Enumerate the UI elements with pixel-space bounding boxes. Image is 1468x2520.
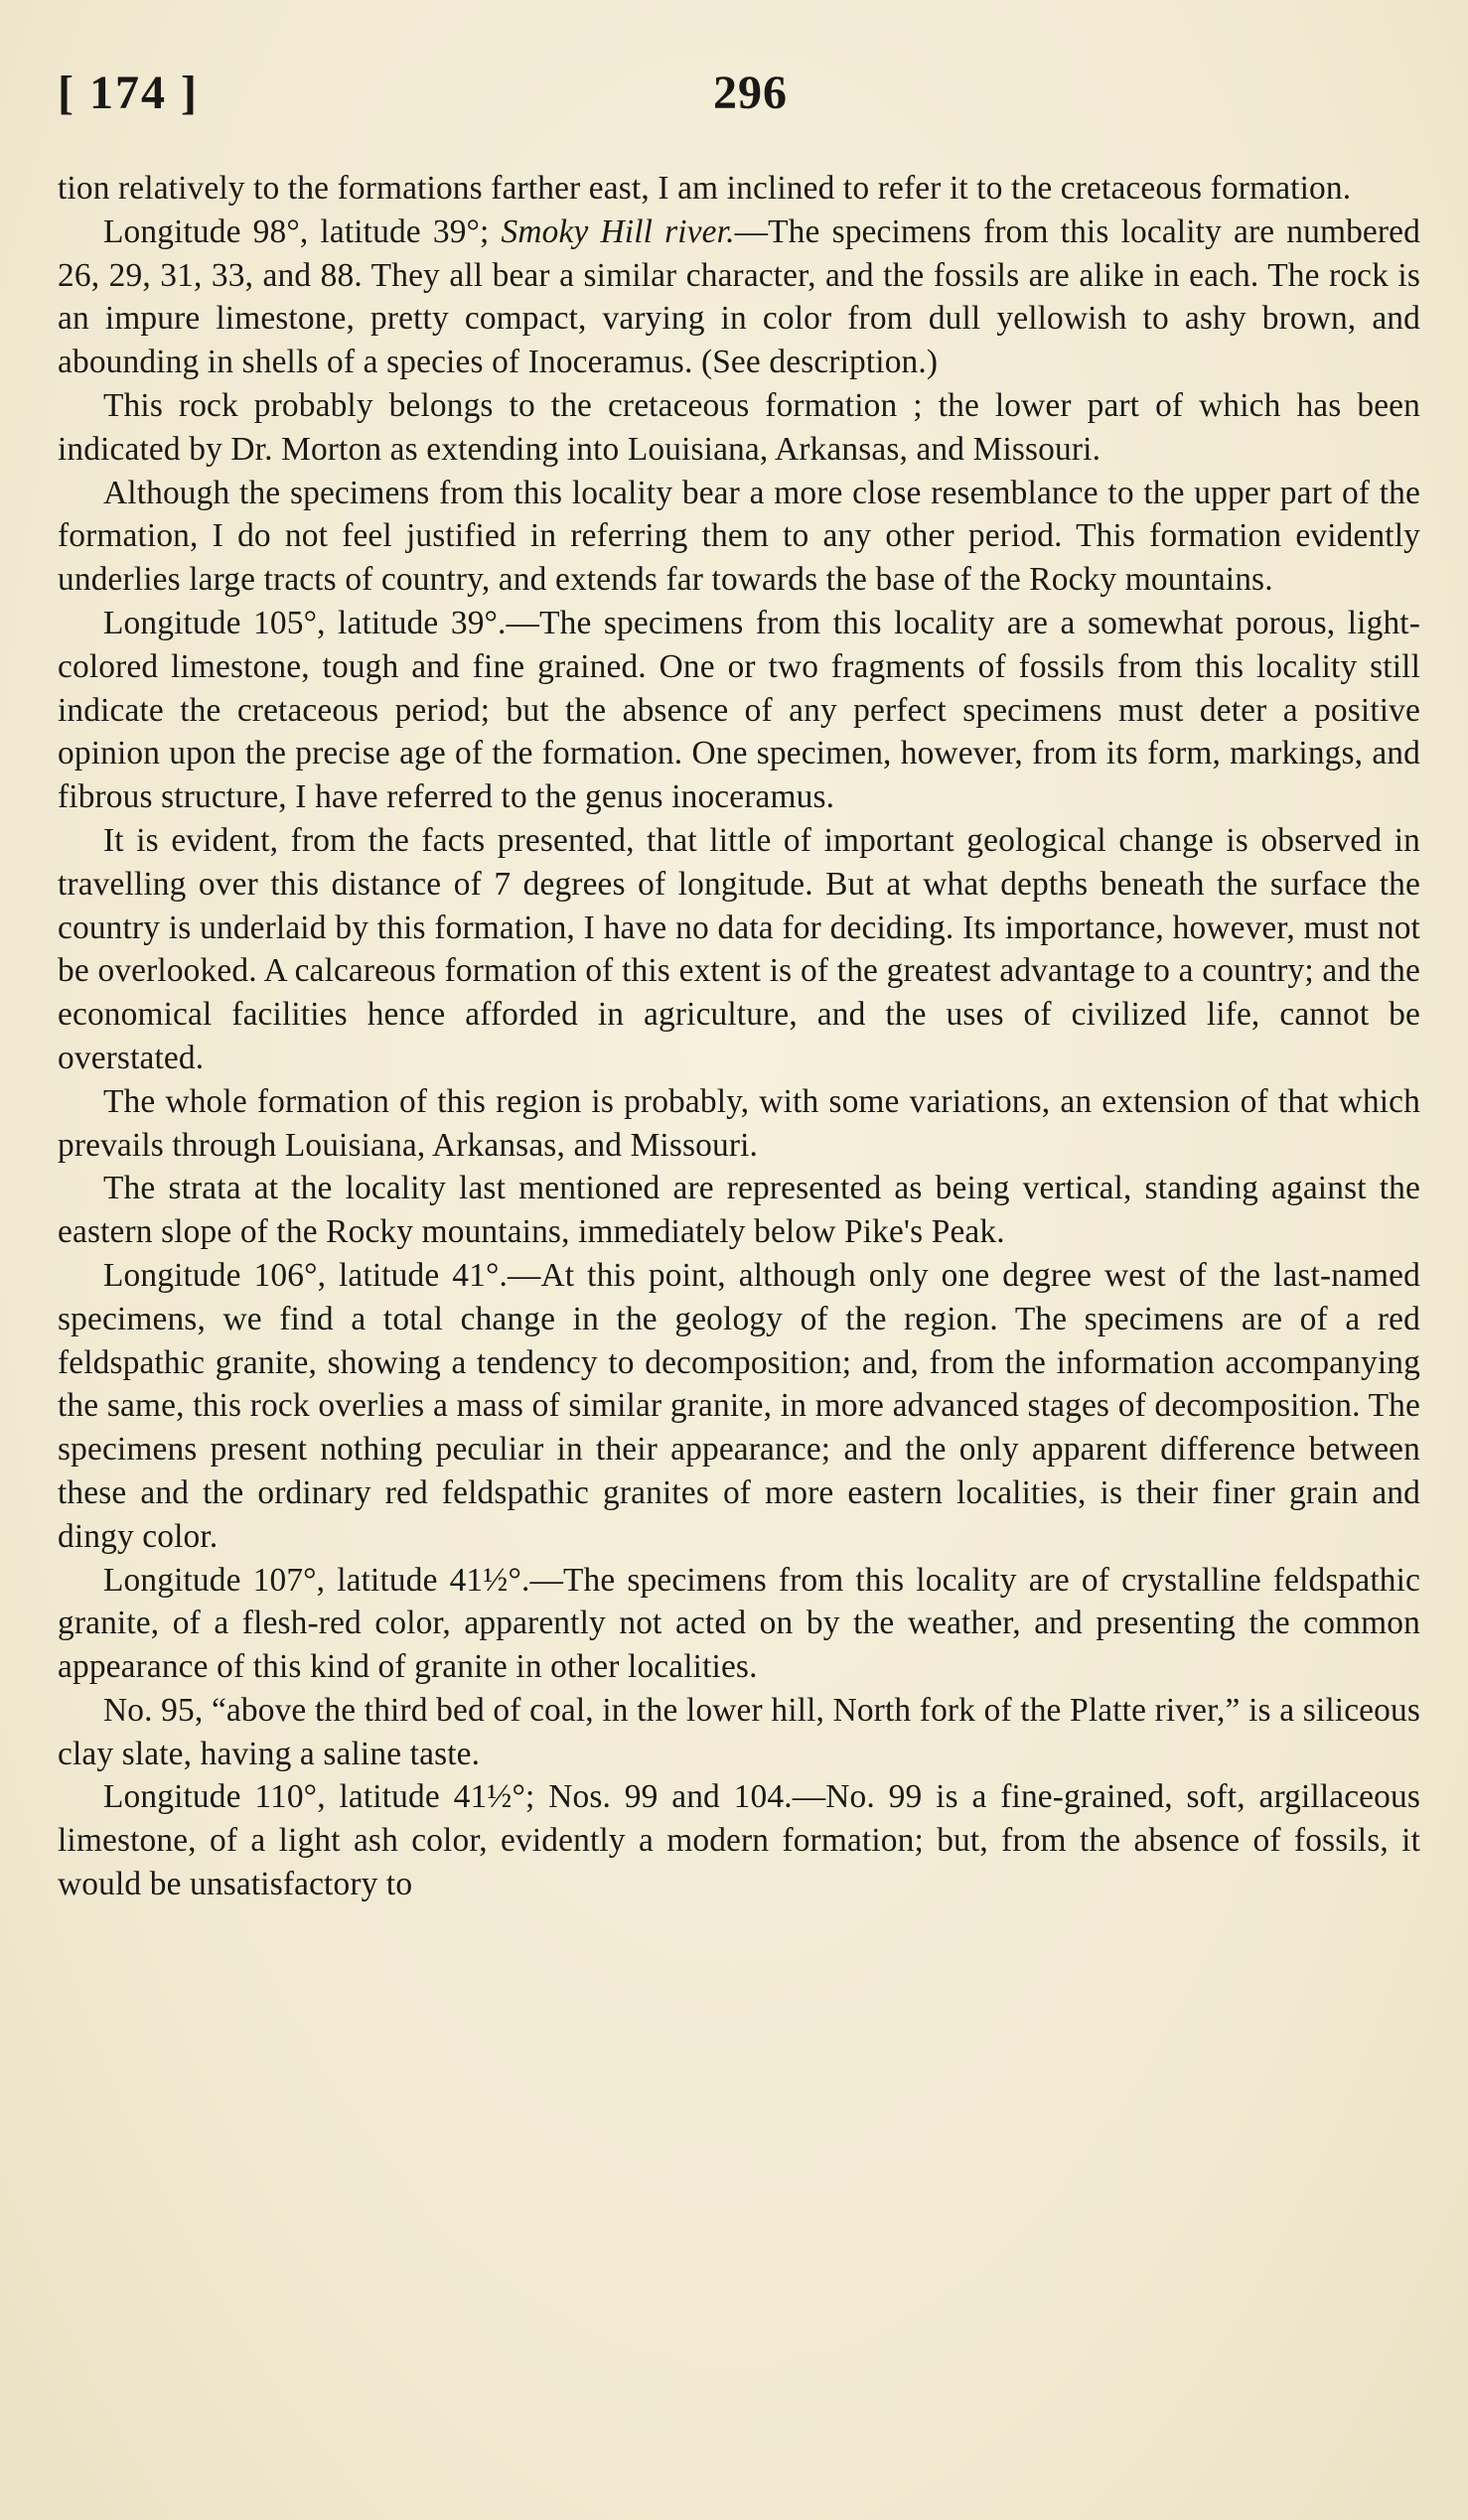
paragraph: The strata at the locality last mentioned are represented as being vertical, standing against the eastern slope of the Rocky mountains, immediately below Pike's Peak. — [58, 1170, 1420, 1251]
paragraph: Although the specimens from this locality bear a more close resemblance to the upper part of the formation, I do not feel justified in referring them to any other period. This formation evidently underlies large tracts of country, and extends far towards the base of the Rocky mountains. — [58, 474, 1420, 599]
page-number: 296 — [713, 67, 788, 119]
paragraph: Longitude 98°, latitude 39°; Smoky Hill river.—The specimens from this locality are numbered 26, 29, 31, 33, and 88. They all bear a similar character, and the fossils are alike in each. The rock is an impure limestone, pretty compact, varying in color from dull yellowish to ashy brown, and abounding in shells of a species of Inoceramus. (See description.) — [58, 212, 1420, 381]
page-header — [58, 66, 1408, 135]
body-text — [58, 167, 1420, 1906]
paragraph: This rock probably belongs to the cretaceous formation ; the lower part of which has been indicated by Dr. Morton as extending into Louisiana, Arkansas, and Missouri. — [58, 386, 1420, 468]
paragraph: The whole formation of this region is probably, with some variations, an extension of that which prevails through Louisiana, Arkansas, and Missouri. — [58, 1082, 1420, 1164]
paragraph: No. 95, “above the third bed of coal, in the lower hill, North fork of the Platte river,” is a siliceous clay slate, having a saline taste. — [58, 1691, 1420, 1772]
paragraph: Longitude 105°, latitude 39°.—The specimens from this locality are a somewhat porous, light-colored limestone, tough and fine grained. One or two fragments of fossils from this locality still indicate the cretaceous period; but the absence of any perfect specimens must deter a positive opinion upon the precise age of the formation. One specimen, however, from its form, markings, and fibrous structure, I have referred to the genus inoceramus. — [58, 604, 1420, 816]
paragraph: Longitude 107°, latitude 41½°.—The specimens from this locality are of crystalline feldspathic granite, of a flesh-red color, apparently not acted on by the weather, and presenting the common appearance of this kind of granite in other localities. — [58, 1561, 1420, 1686]
place-name: Smoky Hill river. — [501, 212, 735, 250]
paragraph: Longitude 110°, latitude 41½°; Nos. 99 and 104.—No. 99 is a fine-grained, soft, argillaceous limestone, of a light ash color, evidently a modern formation; but, from the absence of fossils, it would be unsatisfactory to — [58, 1778, 1420, 1903]
paragraph: It is evident, from the facts presented, that little of important geological change is observed in travelling over this distance of 7 degrees of longitude. But at what depths beneath the surface the country is underlaid by this formation, I have no data for deciding. Its importance, however, must not be overlooked. A calcareous formation of this extent is of the greatest advantage to a country; and the economical facilities hence afforded in agriculture, and the uses of civilized life, cannot be overstated. — [58, 821, 1420, 1076]
paragraph: Longitude 106°, latitude 41°.—At this point, although only one degree west of the last-named specimens, we find a total change in the geology of the region. The specimens are of a red feldspathic granite, showing a tendency to decomposition; and, from the information accompanying the same, this rock overlies a mass of similar granite, in more advanced stages of decomposition. The specimens present nothing peculiar in their appearance; and the only apparent difference between these and the ordinary red feldspathic granites of more eastern localities, is their finer grain and dingy color. — [58, 1256, 1420, 1555]
paragraph: tion relatively to the formations farther east, I am inclined to refer it to the cretaceous formation. — [58, 170, 1352, 207]
document-number: [ 174 ] — [58, 67, 199, 119]
